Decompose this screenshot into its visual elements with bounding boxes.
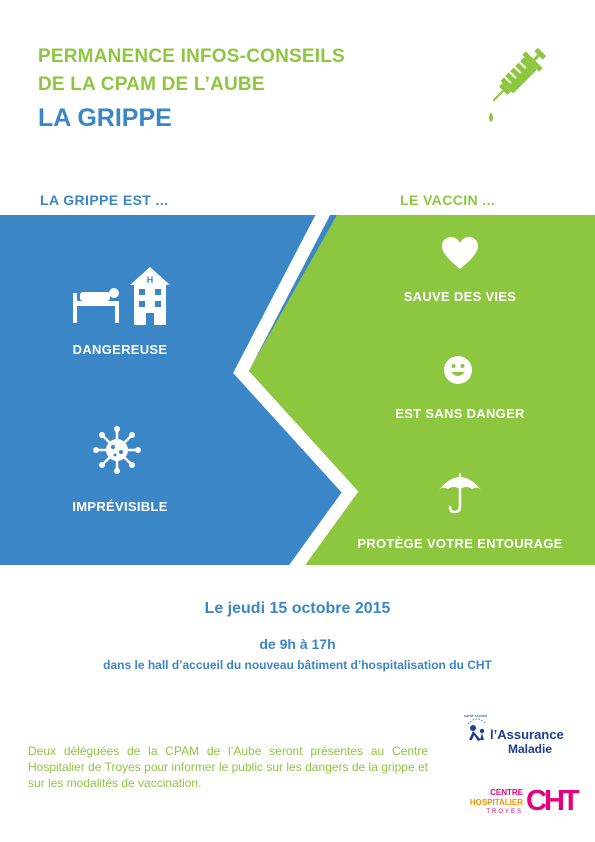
page-title: LA GRIPPE [38,104,172,132]
cht-mark: CHT [526,785,577,817]
assurance-maladie-line1: l’Assurance [490,727,564,742]
sick-bed-hospital-icon [70,263,174,329]
item-sauve-des-vies: SAUVE DES VIES [403,289,517,304]
title-line-2: DE LA CPAM DE L’AUBE [38,74,265,95]
virus-icon [92,425,142,475]
cht-line2: HOSPITALIER [469,798,523,807]
assurance-maladie-line2: Maladie [508,742,553,756]
event-hours: de 9h à 17h [259,636,336,652]
title-line-1: PERMANENCE INFOS-CONSEILS [38,46,345,67]
event-date: Le jeudi 15 octobre 2015 [204,600,391,617]
footer-text: Deux déléguées de la CPAM de l’Aube seront présentes au Centre Hospitalier de Troyes pour informer le public sur les dangers de la grippe et sur les modalités de vaccination. [28,744,428,790]
cht-logo [455,782,580,822]
heart-icon [441,236,479,270]
right-column-title: LE VACCIN ... [400,192,496,208]
left-column-title: LA GRIPPE EST ... [40,192,169,208]
item-protege-entourage: PROTÈGE VOTRE ENTOURAGE [357,536,563,551]
item-imprevisible: IMPRÉVISIBLE [72,499,168,514]
cht-line3: TROYES [486,809,523,815]
syringe-icon [478,38,558,128]
umbrella-icon [437,468,483,514]
item-dangereuse: DANGEREUSE [72,342,168,357]
assurance-maladie-small: santé sociale [464,713,488,718]
assurance-maladie-logo [464,713,574,763]
svg-text:H: H [146,275,154,285]
cht-line1: CENTRE [490,788,523,797]
smiley-icon [443,355,473,385]
assurance-maladie-emblem [464,716,490,746]
event-place: dans le hall d’accueil du nouveau bâtiment d’hospitalisation du CHT [103,658,492,672]
item-sans-danger: EST SANS DANGER [395,406,525,421]
